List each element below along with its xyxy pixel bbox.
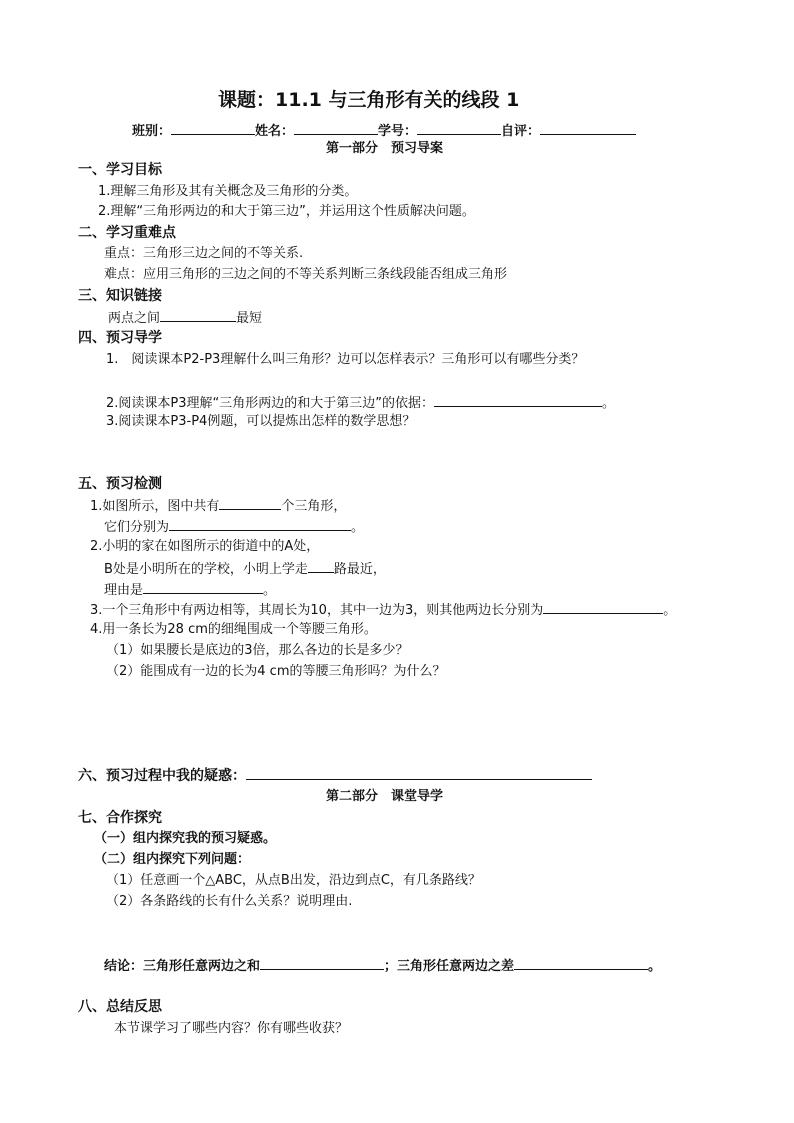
s7-conclusion-b: ；三角形任意两边之差 bbox=[384, 959, 515, 974]
s7-q1: （1）任意画一个△ABC，从点B出发，沿边到点C，有几条路线？ bbox=[106, 873, 481, 888]
section-6-heading bbox=[78, 767, 592, 784]
s5-q1-end: 。 bbox=[351, 520, 365, 535]
s5-q1-b: 个三角形， bbox=[281, 499, 347, 514]
self-eval-label: 自评： bbox=[501, 124, 541, 139]
s2-key: 重点：三角形三边之间的不等关系. bbox=[104, 246, 304, 261]
info-row bbox=[132, 122, 636, 140]
s5-q1-blank1[interactable] bbox=[219, 497, 281, 510]
s4-q2-blank[interactable] bbox=[434, 394, 602, 407]
section-7-heading: 七、合作探究 bbox=[78, 810, 162, 826]
name-label: 姓名： bbox=[255, 124, 295, 139]
s3-blank[interactable] bbox=[160, 309, 236, 322]
section-5-heading: 五、预习检测 bbox=[78, 476, 162, 492]
s7-sub2: （二）组内探究下列问题： bbox=[94, 852, 251, 867]
s7-conclusion-a: 结论：三角形任意两边之和 bbox=[104, 959, 261, 974]
s1-item-1: 1.理解三角形及其有关概念及三角形的分类。 bbox=[98, 184, 358, 199]
s5-q1-blank2[interactable] bbox=[169, 518, 351, 531]
section-3-heading: 三、知识链接 bbox=[78, 288, 162, 304]
section-8-heading: 八、总结反思 bbox=[78, 999, 162, 1015]
s6-blank[interactable] bbox=[246, 767, 592, 780]
self-eval-blank[interactable] bbox=[540, 122, 636, 135]
s5-q1-line2 bbox=[104, 518, 364, 536]
s5-q4-2: （2）能围成有一边的长为4 cm的等腰三角形吗？为什么？ bbox=[106, 664, 446, 679]
s5-q2-d: 理由是 bbox=[104, 583, 144, 598]
part2-title: 第二部分 课堂导学 bbox=[326, 789, 444, 804]
s3-before: 两点之间 bbox=[108, 311, 161, 326]
number-blank[interactable] bbox=[417, 122, 501, 135]
s5-q3-text: 3.一个三角形中有两边相等，其周长为10，其中一边为3，则其他两边长分别为 bbox=[90, 603, 544, 618]
s7-sub1: （一）组内探究我的预习疑惑。 bbox=[94, 831, 277, 846]
s5-q2-c: 路最近， bbox=[333, 562, 386, 577]
number-label: 学号： bbox=[378, 124, 418, 139]
s5-q1-line1 bbox=[90, 497, 346, 515]
s7-q2: （2）各条路线的长有什么关系？说明理由. bbox=[106, 894, 353, 909]
s5-q3 bbox=[90, 601, 676, 619]
class-label: 班别： bbox=[132, 124, 172, 139]
s5-q3-blank[interactable] bbox=[543, 601, 663, 614]
s4-q2 bbox=[106, 394, 615, 412]
s5-q4-1: （1）如果腰长是底边的3倍，那么各边的长是多少？ bbox=[106, 643, 409, 658]
s5-q4: 4.用一条长为28 cm的细绳围成一个等腰三角形。 bbox=[90, 622, 377, 637]
s5-q1-c: 它们分别为 bbox=[104, 520, 170, 535]
name-blank[interactable] bbox=[294, 122, 378, 135]
s5-q2-line3 bbox=[104, 581, 276, 599]
s3-after: 最短 bbox=[236, 311, 263, 326]
s5-q2-b: B处是小明所在的学校，小明上学走 bbox=[104, 562, 308, 577]
s5-q3-end: 。 bbox=[663, 603, 677, 618]
s5-q2-line2 bbox=[104, 560, 386, 578]
s5-q2-end: 。 bbox=[263, 583, 277, 598]
s7-conclusion bbox=[104, 957, 661, 975]
part1-title: 第一部分 预习导案 bbox=[326, 141, 444, 156]
s5-q2-line1: 2.小明的家在如图所示的街道中的A处， bbox=[90, 539, 320, 554]
s5-q1-a: 1.如图所示，图中共有 bbox=[90, 499, 220, 514]
s4-q1: 1. 阅读课本P2-P3理解什么叫三角形？边可以怎样表示？三角形可以有哪些分类？ bbox=[106, 352, 585, 367]
s3-line bbox=[108, 309, 262, 327]
s5-q2-blank2[interactable] bbox=[143, 581, 263, 594]
class-blank[interactable] bbox=[171, 122, 255, 135]
section-4-heading: 四、预习导学 bbox=[78, 330, 162, 346]
s1-item-2: 2.理解“三角形两边的和大于第三边”，并运用这个性质解决问题。 bbox=[98, 204, 475, 219]
s7-conclusion-blank2[interactable] bbox=[514, 957, 648, 970]
section-1-heading: 一、学习目标 bbox=[78, 162, 162, 178]
s5-q2-blank1[interactable] bbox=[308, 560, 334, 573]
s4-q2-text: 2.阅读课本P3理解“三角形两边的和大于第三边”的依据： bbox=[106, 396, 434, 411]
s4-q3: 3.阅读课本P3-P4例题，可以提炼出怎样的数学思想？ bbox=[106, 414, 416, 429]
section-2-heading: 二、学习重难点 bbox=[78, 225, 176, 241]
s6-heading-text: 六、预习过程中我的疑惑： bbox=[78, 768, 246, 784]
s2-difficulty: 难点：应用三角形的三边之间的不等关系判断三条线段能否组成三角形 bbox=[104, 267, 508, 282]
s7-conclusion-end: 。 bbox=[648, 959, 662, 974]
page-title: 课题：11.1 与三角形有关的线段 1 bbox=[218, 89, 520, 111]
s4-q2-end: 。 bbox=[601, 396, 615, 411]
s8-text: 本节课学习了哪些内容？你有哪些收获？ bbox=[114, 1021, 349, 1036]
s7-conclusion-blank1[interactable] bbox=[260, 957, 384, 970]
